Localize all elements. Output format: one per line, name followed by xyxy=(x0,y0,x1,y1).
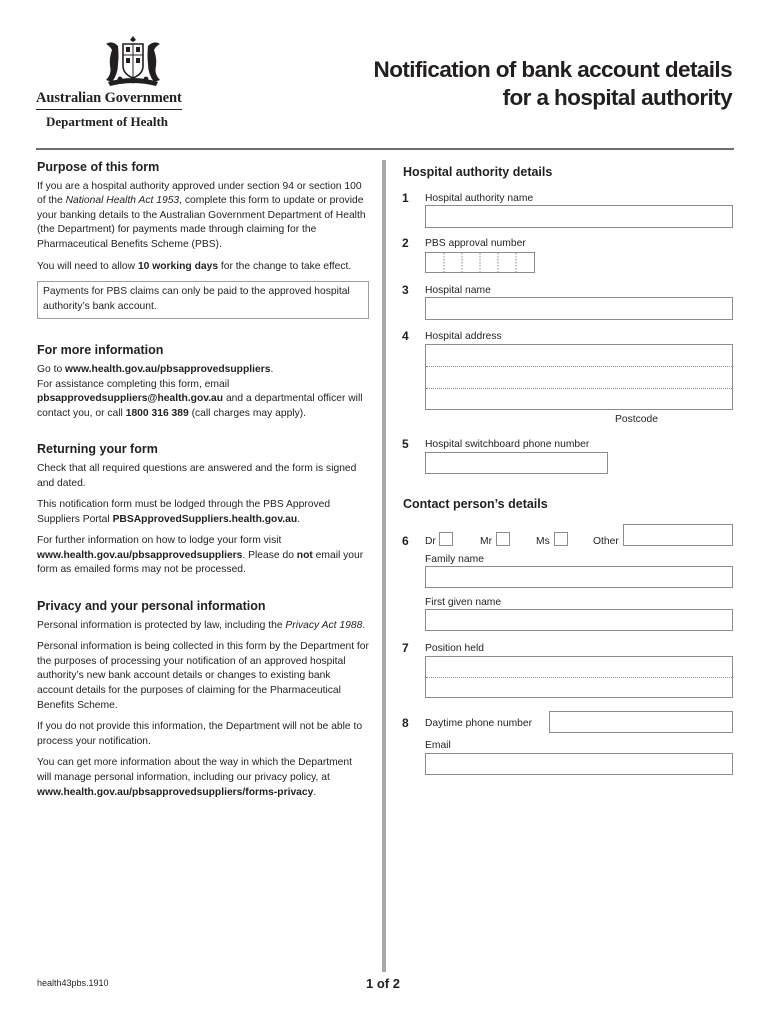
postcode-label: Postcode xyxy=(615,414,658,425)
title-other-label: Other xyxy=(593,536,619,547)
email-label: Email xyxy=(425,740,451,751)
question-1-number: 1 xyxy=(402,191,409,205)
email-link[interactable]: pbsapprovedsuppliers@health.gov.au xyxy=(37,393,224,405)
returning-further xyxy=(37,534,369,578)
government-logo xyxy=(36,34,186,134)
processing-time xyxy=(37,260,369,275)
privacy-consequence: If you do not provide this information, the Department will not be able to process your notification. xyxy=(37,721,363,747)
title-mr-label: Mr xyxy=(480,536,493,547)
daytime-phone-field[interactable] xyxy=(549,711,733,733)
more-info-heading: For more information xyxy=(37,343,164,358)
email-field[interactable] xyxy=(425,753,733,775)
logo-rule xyxy=(36,109,182,110)
act-name: National Health Act 1953 xyxy=(65,195,180,207)
purpose-heading: Purpose of this form xyxy=(37,160,160,174)
further-text-cont: . Please do xyxy=(242,549,297,561)
question-5-number: 5 xyxy=(402,437,409,451)
coat-of-arms-icon xyxy=(98,34,168,90)
title-other-field[interactable] xyxy=(623,524,733,546)
portal-link[interactable]: PBSApprovedSuppliers.health.gov.au xyxy=(112,513,298,525)
phone-number: 1800 316 389 xyxy=(125,407,189,419)
position-held-field[interactable] xyxy=(425,656,733,698)
title-dr-label: Dr xyxy=(425,536,436,547)
department-name: Department of Health xyxy=(46,114,169,129)
pbs-approval-number-field[interactable] xyxy=(425,252,535,273)
position-held-label: Position held xyxy=(425,643,484,654)
form-title xyxy=(374,56,732,112)
hospital-address-field[interactable] xyxy=(425,344,733,410)
hospital-name-label: Hospital name xyxy=(425,285,491,296)
purpose-text-cont: , complete this form to update or provide your banking details to the Australian Government Department of Health (the Department) for payments made through claiming for the Pharmaceutical Benefits Scheme (PBS). xyxy=(37,195,366,250)
returning-check: Check that all required questions are answered and the form is signed and dated. xyxy=(37,462,357,489)
digit-separators xyxy=(426,253,534,272)
purpose-text: If you are a hospital authority approved under section 94 or section 100 of the xyxy=(37,180,362,207)
lodge-period: . xyxy=(297,513,301,525)
more-info-text: Go to xyxy=(37,363,66,375)
purpose-paragraph xyxy=(37,180,369,253)
address-line-2 xyxy=(426,388,732,389)
privacy-act-name: Privacy Act 1988 xyxy=(285,619,363,631)
processing-text: You will need to allow xyxy=(37,260,138,272)
question-8-number: 8 xyxy=(402,716,409,730)
form-code: health43pbs.1910 xyxy=(37,978,109,988)
title-line-1: Notification of bank account details xyxy=(373,57,732,82)
switchboard-phone-label: Hospital switchboard phone number xyxy=(425,439,590,450)
privacy-law-period: . xyxy=(362,619,366,631)
column-divider xyxy=(382,160,386,972)
more-info-period: . xyxy=(270,363,274,375)
lodge-website-link[interactable]: www.health.gov.au/pbsapprovedsuppliers xyxy=(37,549,243,561)
privacy-heading: Privacy and your personal information xyxy=(37,599,266,614)
privacy-policy-text: You can get more information about the way in which the Department will manage personal information, including our privacy policy, at xyxy=(37,757,353,783)
header-rule xyxy=(36,148,734,150)
pbs-approval-number-label: PBS approval number xyxy=(425,238,526,249)
family-name-field[interactable] xyxy=(425,566,733,588)
hospital-address-label: Hospital address xyxy=(425,331,502,342)
address-line-1 xyxy=(426,366,732,367)
hospital-authority-name-label: Hospital authority name xyxy=(425,193,534,204)
first-given-name-label: First given name xyxy=(425,597,502,608)
privacy-collection: Personal information is being collected in this form by the Department for the purposes of processing your notification of an approved hospital authority’s new bank account details or changes to existing bank account details for the purposes of claiming for the Pharmaceutical Benefits Scheme. xyxy=(37,641,369,711)
assistance-text-cont: and a departmental officer will contact you, or call xyxy=(37,393,363,419)
title-ms-label: Ms xyxy=(536,536,550,547)
returning-heading: Returning your form xyxy=(37,442,158,457)
question-3-number: 3 xyxy=(402,283,409,297)
question-2-number: 2 xyxy=(402,236,409,250)
assistance-text: For assistance completing this form, email xyxy=(37,378,230,390)
title-mr-checkbox[interactable] xyxy=(496,532,510,546)
page-number: 1 of 2 xyxy=(366,976,400,991)
title-ms-checkbox[interactable] xyxy=(554,532,568,546)
privacy-policy-period: . xyxy=(313,786,317,798)
privacy-policy xyxy=(37,756,369,800)
not-emphasis: not xyxy=(296,549,313,561)
family-name-label: Family name xyxy=(425,554,484,565)
question-4-number: 4 xyxy=(402,329,409,343)
question-7-number: 7 xyxy=(402,641,409,655)
lodge-text: This notification form must be lodged through the PBS Approved Suppliers Portal xyxy=(37,499,331,525)
processing-text-cont: for the change to take effect. xyxy=(218,260,352,272)
government-name: Australian Government xyxy=(36,90,182,106)
information-column xyxy=(37,160,369,807)
returning-lodge xyxy=(37,498,369,527)
further-text: For further information on how to lodge your form visit xyxy=(37,535,282,547)
more-info-paragraph xyxy=(37,363,369,421)
hospital-details-heading: Hospital authority details xyxy=(403,165,553,179)
hospital-name-field[interactable] xyxy=(425,297,733,320)
privacy-law xyxy=(37,619,369,634)
first-given-name-field[interactable] xyxy=(425,609,733,631)
title-dr-checkbox[interactable] xyxy=(439,532,453,546)
processing-days: 10 working days xyxy=(137,260,219,272)
title-line-2: for a hospital authority xyxy=(502,85,732,110)
position-line xyxy=(426,677,732,678)
privacy-link[interactable]: www.health.gov.au/pbsapprovedsuppliers/forms-privacy xyxy=(37,786,314,798)
contact-details-heading: Contact person’s details xyxy=(403,497,548,511)
privacy-law-text: Personal information is protected by law, including the xyxy=(37,619,286,631)
switchboard-phone-field[interactable] xyxy=(425,452,608,474)
further-text-end: email your form as emailed forms may not be processed. xyxy=(37,549,364,576)
hospital-authority-name-field[interactable] xyxy=(425,205,733,228)
question-6-number: 6 xyxy=(402,534,409,548)
daytime-phone-label: Daytime phone number xyxy=(425,718,533,729)
call-charges-text: (call charges may apply). xyxy=(188,407,307,419)
payment-note: Payments for PBS claims can only be paid to the approved hospital authority’s bank account. xyxy=(37,281,369,319)
website-link[interactable]: www.health.gov.au/pbsapprovedsuppliers xyxy=(65,363,271,375)
